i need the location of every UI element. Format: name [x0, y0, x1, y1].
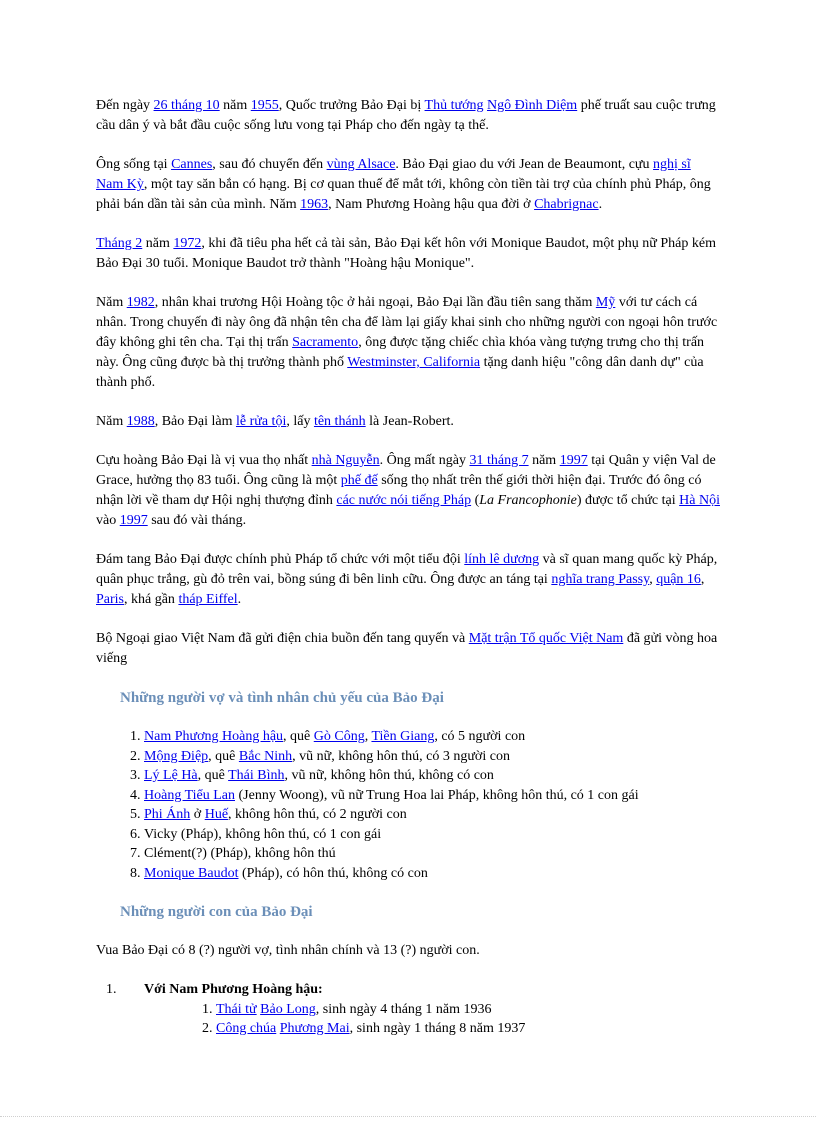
inline-link[interactable]: Tiền Giang: [371, 729, 435, 744]
text-run: , không hôn thú, có 2 người con: [228, 807, 407, 822]
text-run: ,: [700, 572, 705, 587]
text-run: ,: [364, 729, 372, 744]
text-run: , Bảo Đại làm: [154, 414, 236, 429]
inline-link[interactable]: các nước nói tiếng Pháp: [336, 493, 472, 508]
text-run: vào: [96, 513, 120, 528]
text-run: năm: [142, 236, 174, 251]
inline-link[interactable]: Monique Baudot: [144, 865, 239, 881]
inline-link[interactable]: Chabrignac: [534, 197, 599, 212]
biography-paragraphs: [96, 96, 720, 669]
children-list: [144, 1000, 720, 1039]
inline-link[interactable]: Gò Công: [313, 729, 365, 744]
paragraph: [96, 293, 720, 393]
inline-link[interactable]: Cannes: [171, 157, 213, 172]
inline-link[interactable]: Công chúa: [216, 1021, 277, 1036]
inline-link[interactable]: Phi Ánh: [144, 807, 191, 822]
text-run: , Nam Phương Hoàng hậu qua đời ở: [328, 197, 535, 212]
paragraph: [96, 96, 720, 136]
text-run: , có 5 người con: [434, 729, 526, 744]
text-run: . Bảo Đại giao du với Jean de Beaumont, cựu: [395, 157, 654, 172]
text-run: , khá gần: [124, 592, 179, 607]
list-item: [144, 727, 720, 747]
wives-list: [96, 727, 720, 883]
text-run: , ông được tặng chiếc chìa khóa vàng tượng trưng cho thị trấn này. Ông cũng được bà thị trưởng thành phố: [96, 335, 705, 370]
list-item: [216, 1019, 720, 1039]
inline-link[interactable]: nhà Nguyễn: [311, 453, 380, 468]
inline-link[interactable]: 31 tháng 7: [469, 453, 529, 468]
children-intro: Vua Bảo Đại có 8 (?) người vợ, tình nhân chính và 13 (?) người con.: [96, 943, 480, 958]
inline-link[interactable]: Paris: [96, 592, 124, 607]
inline-link[interactable]: nghị sĩ: [653, 157, 691, 172]
inline-link[interactable]: Phương Mai: [279, 1021, 350, 1036]
paragraph: [96, 550, 720, 610]
inline-link[interactable]: Mỹ: [595, 295, 616, 310]
text-run: , quê: [208, 748, 239, 764]
text-run: với tư cách cá nhân. Trong chuyến đi này ông đã nhận tên cha để làm lại giấy khai sinh cho những người con ngoại hôn trước đây không ghi tên cha. Tại thị trấn: [96, 295, 718, 350]
inline-link[interactable]: Bảo Long: [260, 1001, 316, 1017]
text-run: , Quốc trưởng Bảo Đại bị: [278, 98, 425, 113]
inline-link[interactable]: Mặt trận Tổ quốc Việt Nam: [468, 631, 624, 646]
text-run: sau đó vài tháng.: [147, 513, 247, 528]
inline-link[interactable]: Westminster, California: [347, 355, 481, 370]
list-item: [144, 844, 720, 864]
text-run: Cựu hoàng Bảo Đại là vị vua thọ nhất: [96, 453, 312, 468]
text-run: Đến ngày: [96, 98, 154, 113]
inline-link[interactable]: Nam Kỳ: [96, 177, 144, 192]
text-run: , một tay săn bắn có hạng. Bị cơ quan thuế để mắt tới, không còn tiền tài trợ của chính phủ Pháp, ông phải bán dần tài sản của mình. Năm: [96, 177, 711, 212]
inline-link[interactable]: Nam Phương Hoàng hậu: [144, 729, 284, 744]
list-item: [144, 825, 720, 845]
inline-link[interactable]: Bắc Ninh: [238, 748, 293, 764]
text-run: (: [471, 493, 480, 508]
inline-link[interactable]: Sacramento: [292, 335, 359, 350]
text-run: , khi đã tiêu pha hết cả tài sản, Bảo Đại kết hôn với Monique Baudot, một phụ nữ Pháp kém Bảo Đại 30 tuổi. Monique Baudot trở thành "Hoàng hậu Monique".: [96, 236, 716, 271]
inline-link[interactable]: 1982: [126, 295, 155, 310]
list-item: [144, 747, 720, 767]
inline-link[interactable]: 1997: [119, 513, 148, 528]
text-run: , sinh ngày 1 tháng 8 năm 1937: [349, 1021, 526, 1036]
list-item: [144, 766, 720, 786]
text-run: .: [598, 197, 603, 212]
inline-link[interactable]: 1963: [300, 197, 329, 212]
inline-link[interactable]: 1972: [173, 236, 202, 251]
text-run: , quê: [197, 768, 229, 783]
text-run: sống thọ nhất trên thế giới thời hiện đại. Trước đó ông có nhận lời về tham dự Hội nghị thượng đỉnh: [96, 473, 702, 508]
inline-link[interactable]: vùng Alsace: [326, 157, 396, 172]
text-run: .: [237, 592, 242, 607]
inline-link[interactable]: lính lê dương: [464, 552, 540, 567]
heading-children: Những người con của Bảo Đại: [120, 904, 313, 920]
text-run: . Ông mất ngày: [379, 453, 470, 468]
text-run: Ông sống tại: [96, 157, 172, 172]
list-item: [216, 1000, 720, 1020]
text-run: Đám tang Bảo Đại được chính phủ Pháp tổ chức với một tiểu đội: [96, 552, 465, 567]
page-bottom-divider: [0, 1116, 816, 1117]
inline-link[interactable]: Thái Bình: [228, 768, 285, 783]
text-run: ,: [649, 572, 657, 587]
inline-link[interactable]: Thái tử: [216, 1001, 257, 1017]
text-run: Năm: [96, 295, 127, 310]
text-run: là Jean-Robert.: [365, 414, 454, 429]
text-run: năm: [528, 453, 560, 468]
inline-link[interactable]: Lý Lệ Hà: [144, 768, 198, 783]
text-run: năm: [219, 98, 251, 113]
text-run: , nhân khai trương Hội Hoàng tộc ở hải ngoại, Bảo Đại lần đầu tiên sang thăm: [154, 295, 596, 310]
inline-link[interactable]: quận 16: [656, 572, 701, 587]
text-run: , lấy: [286, 414, 314, 429]
inline-link[interactable]: phế đế: [340, 473, 378, 488]
inline-link[interactable]: 1955: [250, 98, 279, 113]
italic-text: La Francophonie: [479, 493, 577, 508]
inline-link[interactable]: 1988: [126, 414, 155, 429]
text-run: , vũ nữ, không hôn thú, không có con: [284, 768, 494, 783]
inline-link[interactable]: nghĩa trang Passy: [551, 572, 650, 587]
inline-link[interactable]: tên thánh: [313, 414, 366, 429]
paragraph: [96, 629, 720, 669]
children-group-title: Với Nam Phương Hoàng hậu:: [144, 982, 323, 997]
text-run: (Jenny Woong), vũ nữ Trung Hoa lai Pháp, không hôn thú, có 1 con gái: [235, 787, 639, 803]
heading-wives: Những người vợ và tình nhân chủ yếu của Bảo Đại: [120, 690, 444, 706]
inline-link[interactable]: Tháng 2: [96, 236, 143, 251]
paragraph: [96, 451, 720, 531]
text-run: và sĩ quan mang quốc kỳ Pháp, quân phục trắng, gù đỏ trên vai, bồng súng đi bên linh cữu. Ông được an táng tại: [96, 552, 718, 587]
inline-link[interactable]: Hoàng Tiểu Lan: [144, 787, 235, 803]
text-run: , sinh ngày 4 tháng 1 năm 1936: [315, 1001, 492, 1017]
text-run: ở: [190, 807, 205, 822]
children-groups: [96, 980, 720, 1039]
paragraph: [96, 234, 720, 274]
document-page: [96, 96, 720, 1058]
text-run: Vicky (Pháp), không hôn thú, có 1 con gái: [144, 826, 382, 842]
text-run: Clément(?) (Pháp), không hôn thú: [144, 846, 336, 861]
inline-link[interactable]: 26 tháng 10: [153, 98, 220, 113]
list-item: [144, 864, 720, 884]
paragraph: [96, 412, 720, 432]
text-run: phế truất sau cuộc trưng cầu dân ý và bắt đầu cuộc sống lưu vong tại Pháp cho đến ngày tạ thế.: [96, 98, 716, 133]
text-run: , quê: [283, 729, 314, 744]
list-item: [144, 786, 720, 806]
children-group: [120, 980, 720, 1039]
text-run: Năm: [96, 414, 127, 429]
text-run: tặng danh hiệu "công dân danh dự" của thành phố.: [96, 355, 704, 390]
text-run: , sau đó chuyển đến: [212, 157, 327, 172]
inline-link[interactable]: Mộng Điệp: [144, 748, 209, 764]
inline-link[interactable]: 1997: [559, 453, 588, 468]
inline-link[interactable]: lễ rửa tội: [235, 414, 287, 429]
list-item: [144, 805, 720, 825]
inline-link[interactable]: Ngô Đình Diệm: [486, 98, 578, 113]
paragraph: [96, 155, 720, 215]
text-run: đã gửi vòng hoa viếng: [96, 631, 718, 666]
text-run: , vũ nữ, không hôn thú, có 3 người con: [292, 748, 510, 764]
inline-link[interactable]: tháp Eiffel: [178, 592, 238, 607]
text-run: ) được tổ chức tại: [576, 493, 680, 508]
inline-link[interactable]: Huế: [204, 807, 229, 822]
text-run: Bộ Ngoại giao Việt Nam đã gửi điện chia buồn đến tang quyến và: [96, 631, 469, 646]
text-run: tại Quân y viện Val de Grace, hưởng thọ 83 tuổi. Ông cũng là một: [96, 453, 716, 488]
text-run: (Pháp), có hôn thú, không có con: [238, 865, 428, 881]
inline-link[interactable]: Hà Nội: [679, 493, 720, 508]
inline-link[interactable]: Thủ tướng: [424, 98, 484, 113]
